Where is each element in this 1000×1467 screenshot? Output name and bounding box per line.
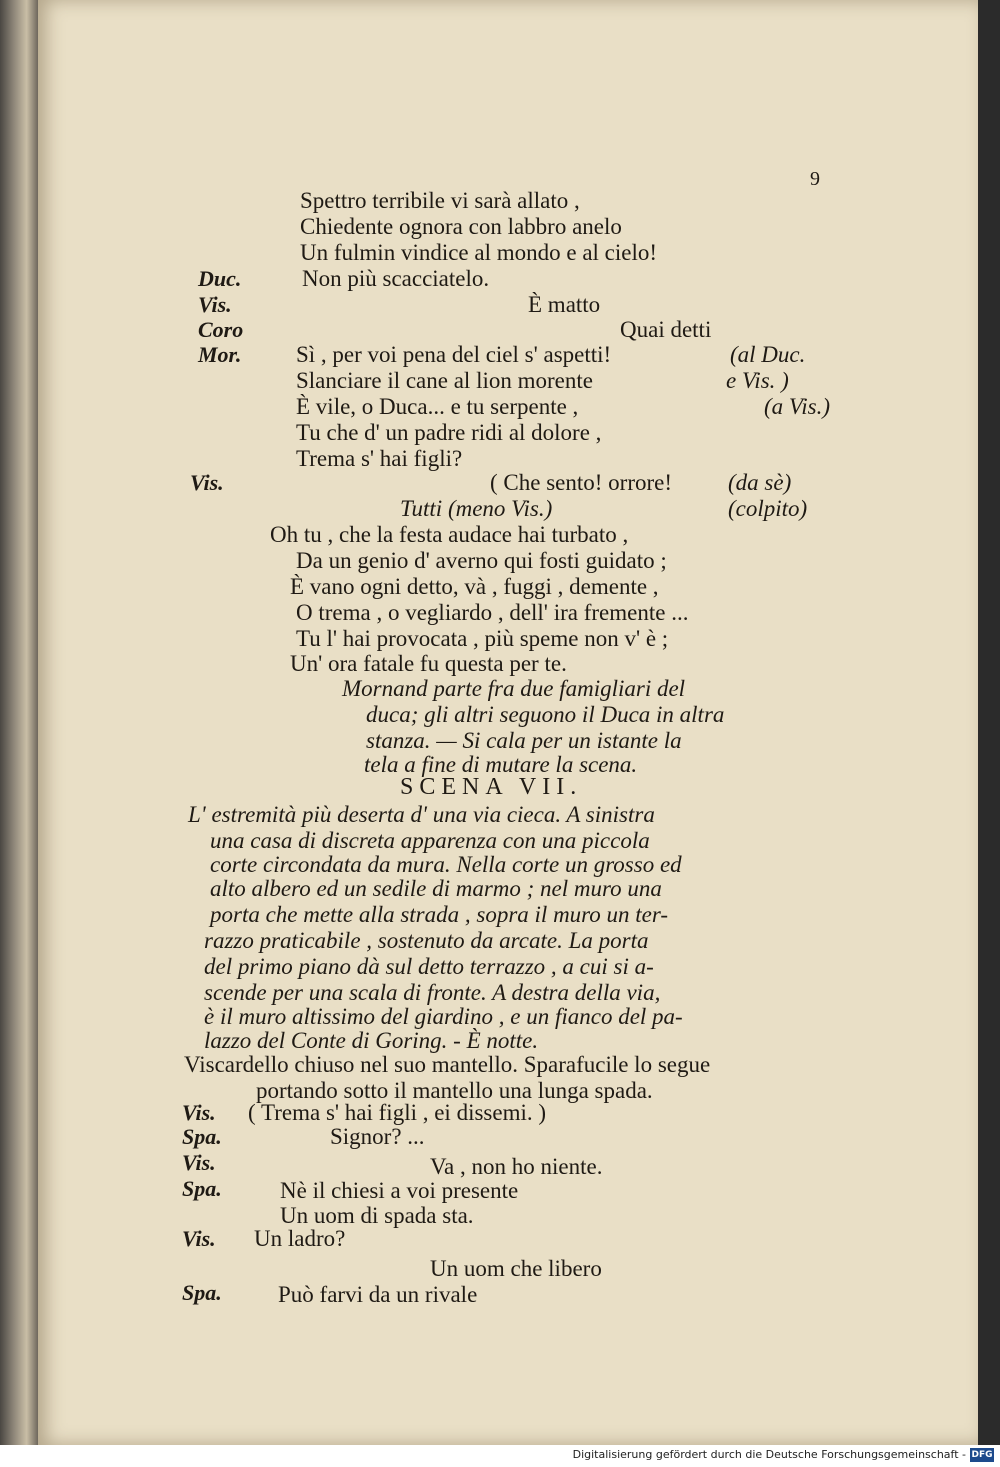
verse-line: Un ladro? xyxy=(254,1226,346,1251)
verse-line: Può farvi da un rivale xyxy=(278,1282,478,1307)
verse-line: È vano ogni detto, và , fuggi , demente , xyxy=(290,574,659,599)
speaker-label: Duc. xyxy=(198,266,242,291)
stage-direction: stanza. — Si cala per un istante la xyxy=(366,728,682,753)
verse-line: Quai detti xyxy=(620,317,712,342)
verse-line: Nè il chiesi a voi presente xyxy=(280,1178,519,1203)
book-page xyxy=(38,0,978,1445)
stage-direction: tela a fine di mutare la scena. xyxy=(364,752,638,777)
scene-description-line: razzo praticabile , sostenuto da arcate. La porta xyxy=(204,928,649,953)
verse-line: ( Trema s' hai figli , ei dissemi. ) xyxy=(248,1100,547,1125)
scene-description-line: L' estremità più deserta d' una via cieca. A sinistra xyxy=(188,802,655,827)
verse-line: Un fulmin vindice al mondo e al cielo! xyxy=(300,240,658,265)
verse-line: Spettro terribile vi sarà allato , xyxy=(300,188,580,213)
verse-line: Oh tu , che la festa audace hai turbato , xyxy=(270,522,629,547)
verse-line: O trema , o vegliardo , dell' ira fremente ... xyxy=(296,600,689,625)
stage-direction: Mornand parte fra due famigliari del xyxy=(342,676,686,701)
stage-direction: (colpito) xyxy=(728,496,808,521)
verse-line: Va , non ho niente. xyxy=(430,1154,603,1179)
stage-direction: (da sè) xyxy=(728,470,792,495)
scene-description-line: una casa di discreta apparenza con una piccola xyxy=(210,828,650,853)
speaker-label: Vis. xyxy=(182,1150,216,1175)
scene-description-line: scende per una scala di fronte. A destra della via, xyxy=(204,980,661,1005)
verse-line: Non più scacciatelo. xyxy=(302,266,490,291)
verse-line: Un uom di spada sta. xyxy=(280,1203,474,1228)
scene-description-line: corte circondata da mura. Nella corte un grosso ed xyxy=(210,852,682,877)
scene-description-line: porta che mette alla strada , sopra il muro un ter- xyxy=(210,902,669,927)
verse-line: Un uom che libero xyxy=(430,1256,602,1281)
stage-direction: Viscardello chiuso nel suo mantello. Sparafucile lo segue xyxy=(184,1052,711,1077)
verse-line: ( Che sento! orrore! xyxy=(490,470,673,495)
book-binding xyxy=(0,0,38,1445)
stage-direction: (a Vis.) xyxy=(764,394,831,419)
scene-heading: SCENA VII. xyxy=(400,774,583,800)
verse-line: È vile, o Duca... e tu serpente , xyxy=(296,394,579,419)
page-number: 9 xyxy=(810,168,820,190)
speaker-label: Mor. xyxy=(198,342,242,367)
speaker-label: Vis. xyxy=(190,470,224,495)
verse-line: Da un genio d' averno qui fosti guidato ; xyxy=(296,548,667,573)
verse-line: Trema s' hai figli? xyxy=(296,446,463,471)
scene-description-line: alto albero ed un sedile di marmo ; nel muro una xyxy=(210,876,662,901)
stage-direction: Tutti (meno Vis.) xyxy=(400,496,553,521)
verse-line: Tu l' hai provocata , più speme non v' è ; xyxy=(296,626,669,651)
speaker-label: Vis. xyxy=(198,292,232,317)
verse-line: Chiedente ognora con labbro anelo xyxy=(300,214,622,239)
footer-credit-text: Digitalisierung gefördert durch die Deutsche Forschungsgemeinschaft - xyxy=(572,1448,966,1461)
verse-line: Signor? ... xyxy=(330,1124,425,1149)
stage-direction: (al Duc. xyxy=(730,342,806,367)
verse-line: È matto xyxy=(528,292,601,317)
speaker-label: Coro xyxy=(198,317,244,342)
speaker-label: Vis. xyxy=(182,1100,216,1125)
scene-description-line: è il muro altissimo del giardino , e un fianco del pa- xyxy=(204,1004,683,1029)
verse-line: Un' ora fatale fu questa per te. xyxy=(290,651,567,676)
scene-description-line: del primo piano dà sul detto terrazzo , a cui si a- xyxy=(204,954,654,979)
dfg-logo: DFG xyxy=(971,1450,993,1460)
stage-direction: portando sotto il mantello una lunga spada. xyxy=(256,1078,653,1103)
verse-line: Slanciare il cane al lion morente xyxy=(296,368,593,393)
scene-description-line: lazzo del Conte di Goring. - È notte. xyxy=(204,1028,539,1053)
speaker-label: Spa. xyxy=(182,1280,222,1305)
speaker-label: Spa. xyxy=(182,1124,222,1149)
verse-line: Tu che d' un padre ridi al dolore , xyxy=(296,420,602,445)
stage-direction: duca; gli altri seguono il Duca in altra xyxy=(366,702,725,727)
speaker-label: Spa. xyxy=(182,1176,222,1201)
stage-direction: e Vis. ) xyxy=(726,368,789,393)
verse-line: Sì , per voi pena del ciel s' aspetti! xyxy=(296,342,612,367)
digitization-footer xyxy=(0,1445,1000,1467)
speaker-label: Vis. xyxy=(182,1226,216,1251)
